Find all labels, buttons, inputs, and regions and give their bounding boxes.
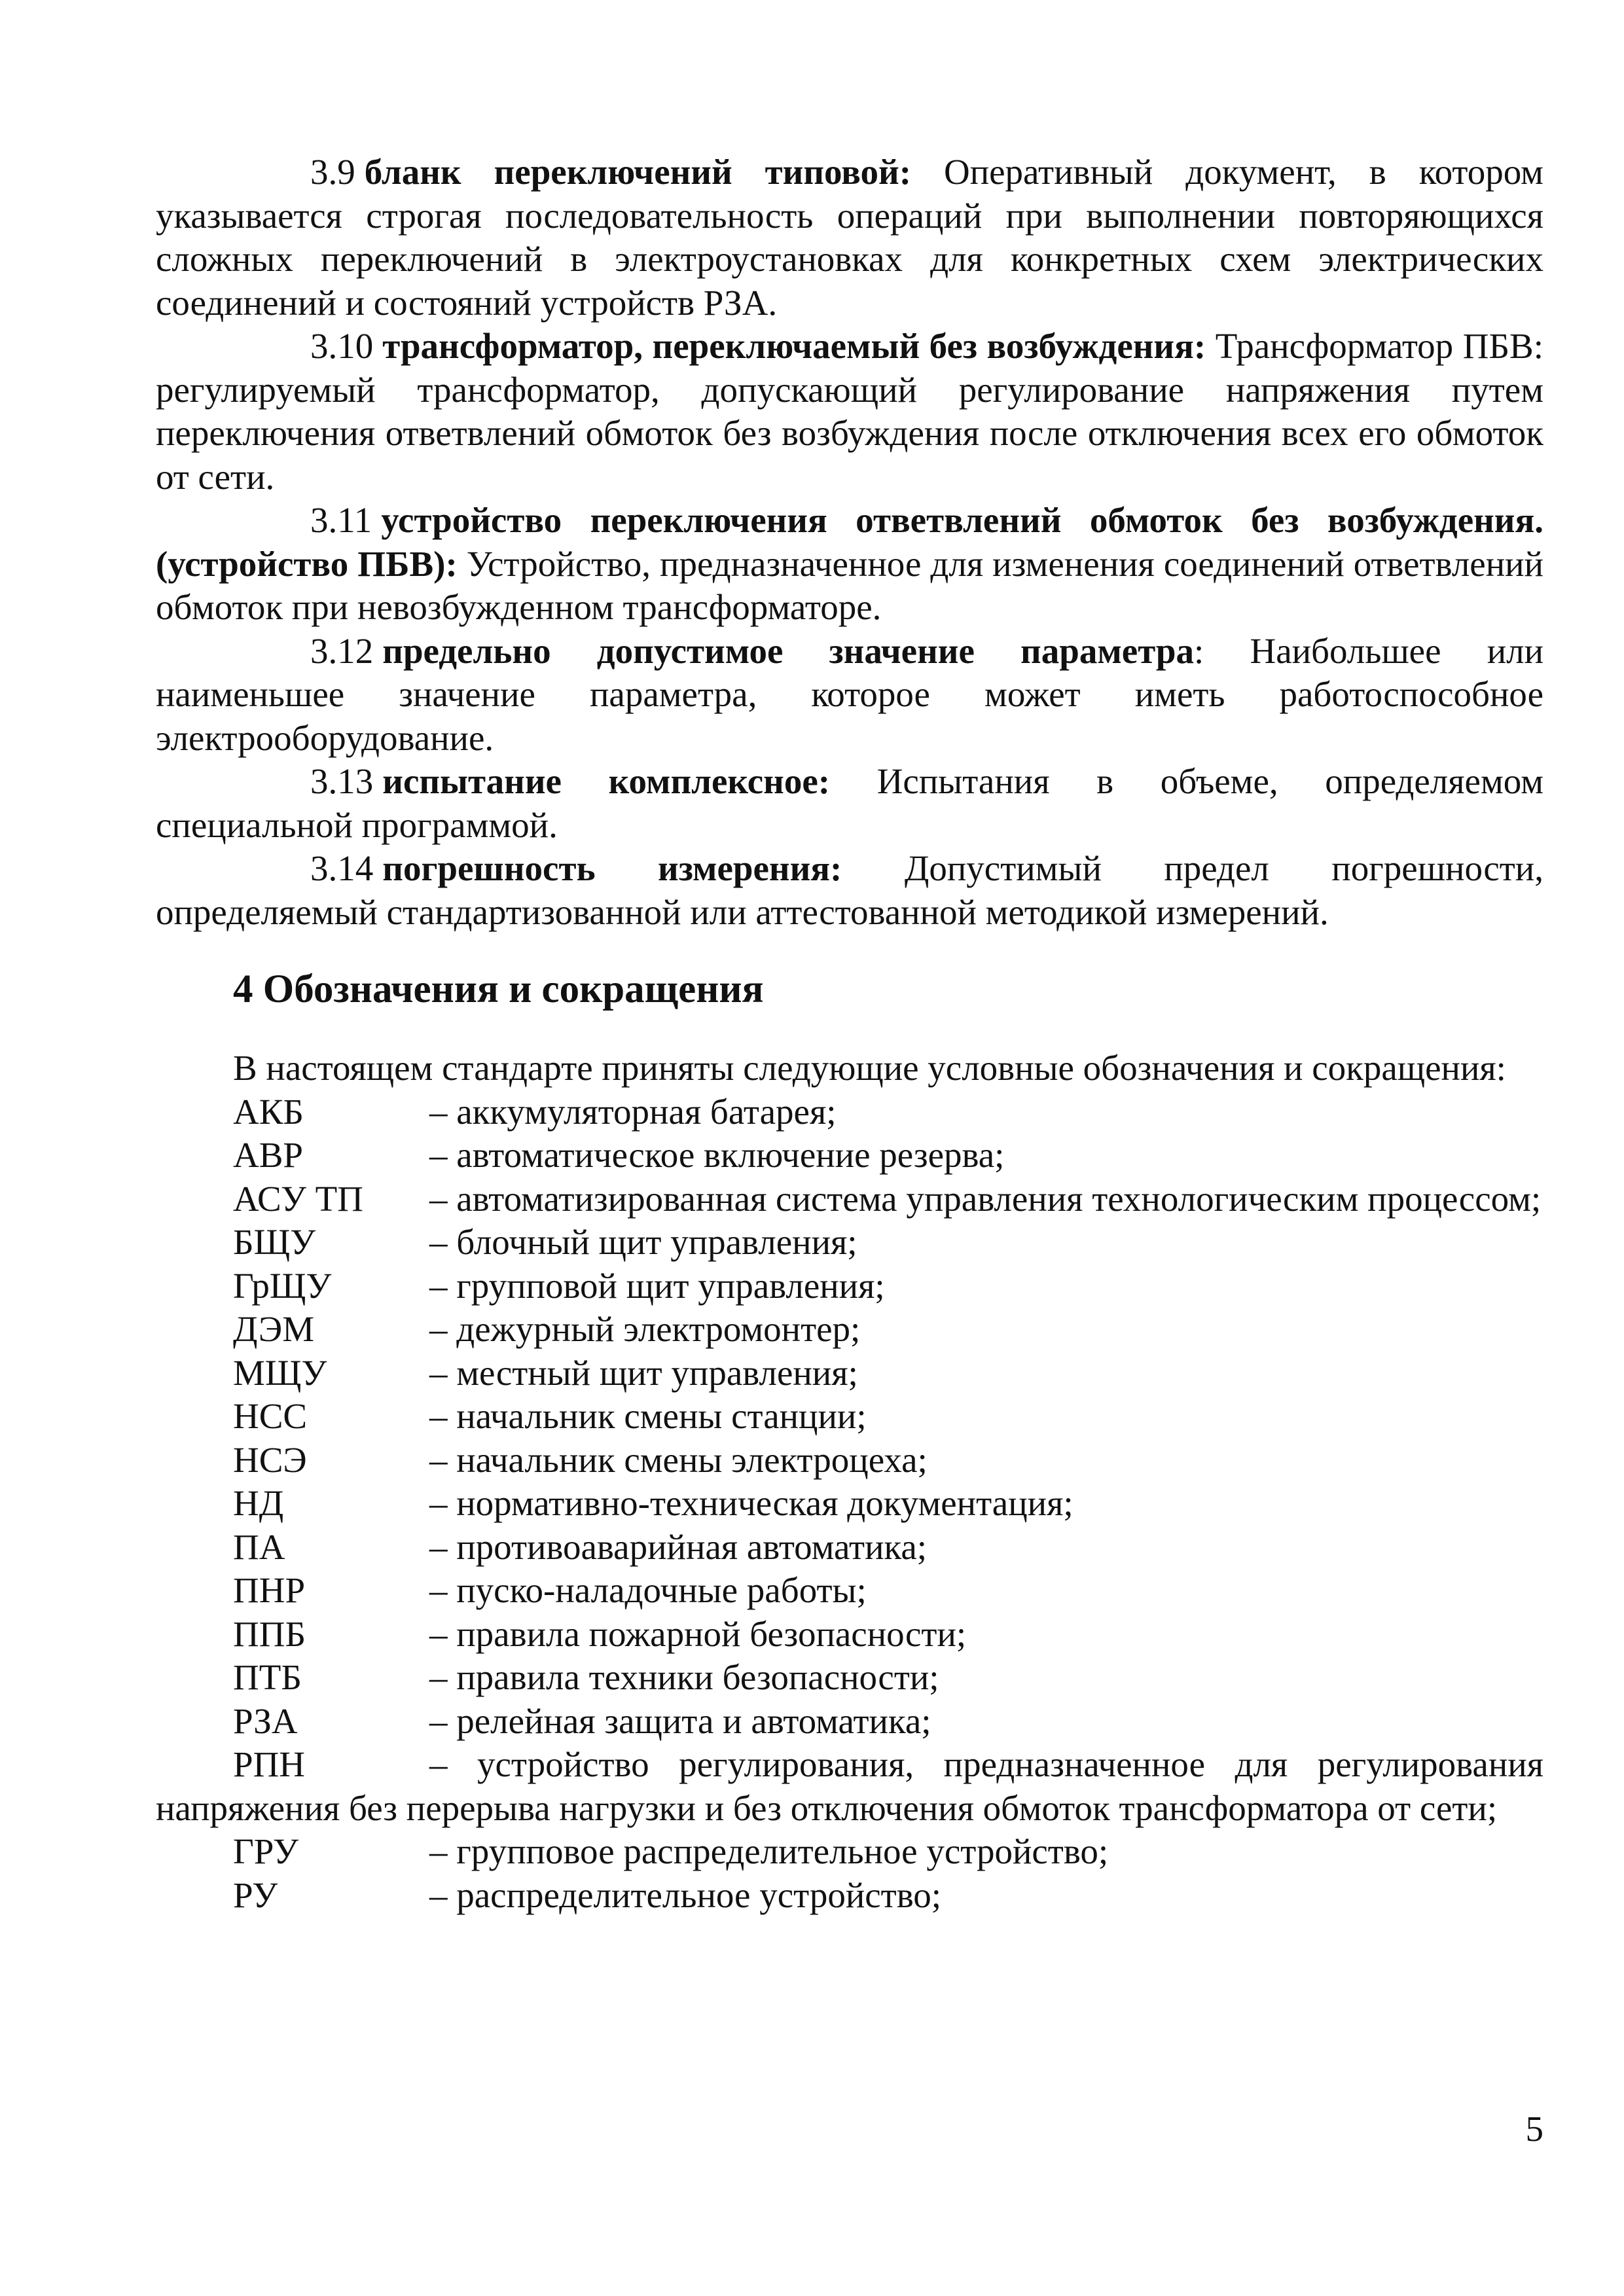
definition-3-9	[156, 151, 1543, 325]
page-number: 5	[1525, 2109, 1543, 2149]
definition-term: предельно допустимое значение параметра	[382, 630, 1194, 671]
abbreviation-code: ППБ	[233, 1613, 306, 1654]
definition-3-10	[156, 325, 1543, 499]
abbreviation-code: РЗА	[233, 1700, 298, 1741]
definition-term: погрешность измерения:	[382, 848, 842, 888]
abbreviation-item	[156, 1830, 1543, 1874]
definition-3-12	[156, 630, 1543, 761]
definition-text: Оперативный документ, в котором указывается строгая последовательность операций при выполнении повторяющихся сложных переключений в электроустановках для конкретных схем электрических соединений и состояний устройств РЗА.	[156, 152, 1543, 323]
abbreviation-item	[156, 1613, 1543, 1657]
abbreviation-code: БЩУ	[233, 1222, 316, 1262]
document-page	[156, 151, 1543, 1917]
abbreviation-item	[156, 1395, 1543, 1439]
definition-3-13	[156, 760, 1543, 847]
abbreviation-code: МЩУ	[233, 1352, 327, 1393]
definition-number: 3.14	[310, 848, 374, 888]
abbreviation-code: ДЭМ	[233, 1309, 315, 1349]
definition-term: трансформатор, переключаемый без возбуждения:	[382, 326, 1206, 366]
definition-term: испытание комплексное:	[382, 761, 831, 801]
abbreviation-text: – релейная защита и автоматика;	[429, 1700, 931, 1741]
abbreviation-item	[156, 1090, 1543, 1134]
abbreviation-list	[156, 1090, 1543, 1918]
abbreviation-item	[156, 1656, 1543, 1700]
abbreviation-code: АКБ	[233, 1091, 304, 1132]
definition-3-11	[156, 499, 1543, 630]
abbreviation-code: ПТБ	[233, 1657, 302, 1697]
abbreviation-code: НСЭ	[233, 1439, 307, 1480]
definition-number: 3.11	[310, 500, 372, 540]
abbreviation-item	[156, 1352, 1543, 1395]
abbreviation-text: – автоматическое включение резерва;	[429, 1135, 1005, 1175]
abbreviation-item	[156, 1265, 1543, 1308]
abbreviation-item	[156, 1526, 1543, 1570]
abbreviation-item	[156, 1743, 1543, 1830]
section-heading: 4 Обозначения и сокращения	[233, 967, 764, 1011]
abbreviation-text: – групповое распределительное устройство;	[429, 1831, 1109, 1871]
abbreviation-item	[156, 1134, 1543, 1177]
abbreviation-item	[156, 1569, 1543, 1613]
abbreviation-code: АСУ ТП	[233, 1178, 363, 1219]
section-intro: В настоящем стандарте приняты следующие условные обозначения и сокращения:	[233, 1048, 1506, 1088]
definition-3-14	[156, 847, 1543, 934]
abbreviation-text: – противоаварийная автоматика;	[429, 1526, 928, 1567]
abbreviation-code: НД	[233, 1483, 284, 1523]
abbreviation-text: – пуско-наладочные работы;	[429, 1570, 867, 1610]
definition-text: Устройство, предназначенное для изменения соединений ответвлений обмоток при невозбужденном трансформаторе.	[156, 543, 1543, 627]
abbreviation-text: – начальник смены электроцеха;	[429, 1439, 928, 1480]
abbreviation-code: ПНР	[233, 1570, 306, 1610]
definition-text: Допустимый предел погрешности, определяемый стандартизованной или аттестованной методикой измерений.	[156, 848, 1543, 932]
abbreviation-text: – устройство регулирования, предназначенное для регулирования напряжения без перерыва нагрузки и без отключения обмоток трансформатора от сети;	[156, 1744, 1543, 1828]
abbreviation-text: – групповой щит управления;	[429, 1265, 885, 1306]
abbreviation-item	[156, 1482, 1543, 1526]
abbreviation-code: НСС	[233, 1396, 308, 1436]
abbreviation-item	[156, 1177, 1543, 1221]
definition-text: : Наибольшее или наименьшее значение параметра, которое может иметь работоспособное электрооборудование.	[156, 630, 1544, 758]
definition-number: 3.13	[310, 761, 374, 801]
definition-number: 3.12	[310, 630, 374, 671]
abbreviation-text: – распределительное устройство;	[429, 1874, 942, 1915]
definition-text: Трансформатор ПБВ: регулируемый трансформатор, допускающий регулирование напряжения путем переключения ответвлений обмоток без возбуждения после отключения всех его обмоток от сети.	[156, 326, 1543, 497]
abbreviation-text: – нормативно-техническая документация;	[429, 1483, 1074, 1523]
abbreviation-item	[156, 1221, 1543, 1265]
definition-number: 3.9	[310, 152, 355, 192]
definition-term: бланк переключений типовой:	[364, 152, 912, 192]
abbreviation-item	[156, 1308, 1543, 1352]
abbreviation-text: – дежурный электромонтер;	[429, 1309, 861, 1349]
abbreviation-text: – аккумуляторная батарея;	[429, 1091, 837, 1132]
abbreviation-text: – местный щит управления;	[429, 1352, 858, 1393]
abbreviation-item	[156, 1874, 1543, 1918]
abbreviation-text: – блочный щит управления;	[429, 1222, 857, 1262]
abbreviation-code: РПН	[233, 1744, 306, 1784]
abbreviation-code: ГрЩУ	[233, 1265, 332, 1306]
definition-term: устройство переключения ответвлений обмоток без возбуждения. (устройство ПБВ):	[156, 500, 1543, 584]
abbreviation-text: – автоматизированная система управления технологическим процессом;	[429, 1178, 1542, 1219]
abbreviation-code: ГРУ	[233, 1831, 298, 1871]
definition-number: 3.10	[310, 326, 374, 366]
abbreviation-text: – правила техники безопасности;	[429, 1657, 939, 1697]
abbreviation-code: РУ	[233, 1874, 278, 1915]
abbreviation-code: ПА	[233, 1526, 285, 1567]
abbreviation-item	[156, 1700, 1543, 1744]
abbreviation-text: – правила пожарной безопасности;	[429, 1613, 967, 1654]
abbreviation-text: – начальник смены станции;	[429, 1396, 867, 1436]
abbreviation-item	[156, 1439, 1543, 1482]
abbreviation-code: АВР	[233, 1135, 303, 1175]
definition-text: Испытания в объеме, определяемом специальной программой.	[156, 761, 1544, 845]
